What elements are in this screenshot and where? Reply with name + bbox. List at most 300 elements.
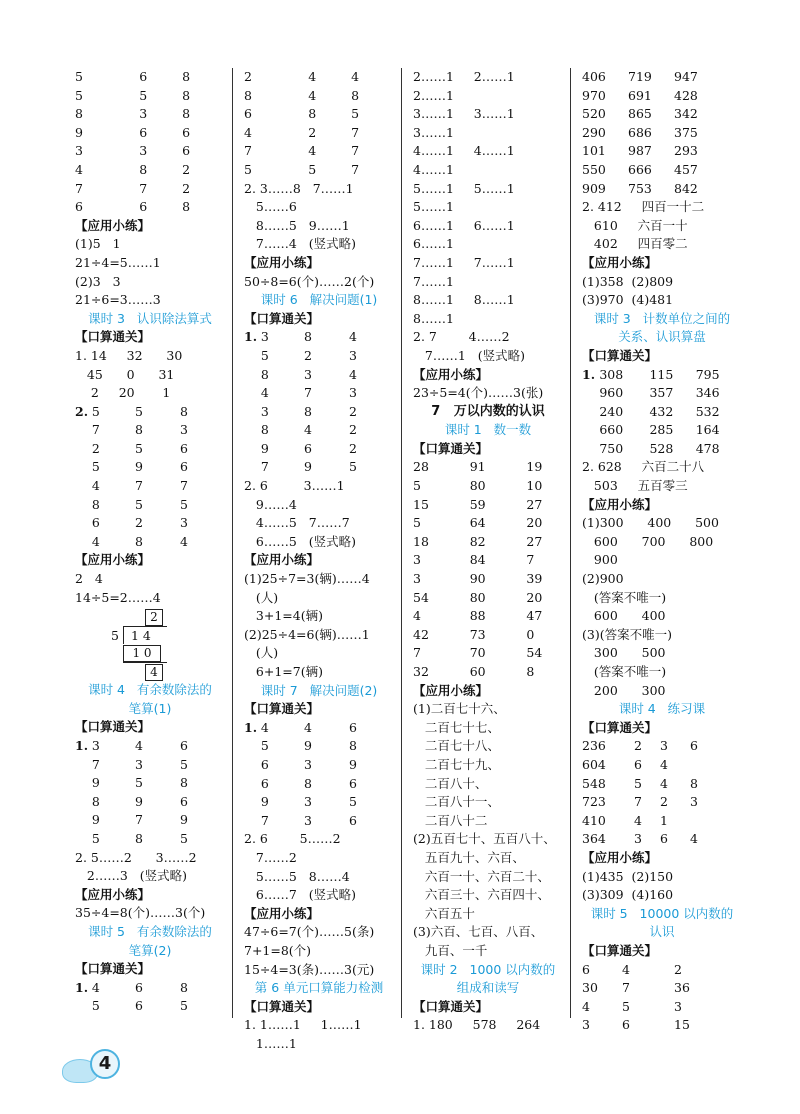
answer-line: 900: [582, 552, 618, 568]
item-number: 2.: [75, 403, 89, 419]
answer-row: [75, 180, 225, 199]
answer-line: 4……5 7……7: [244, 515, 350, 531]
answer-cell: 9: [91, 812, 100, 828]
answer-line: 21÷4=5……1: [75, 254, 161, 270]
subtraction-line: [123, 662, 167, 663]
answer-row: [413, 477, 563, 496]
item-number: 1.: [75, 738, 89, 753]
answer-line: (3)309 (4)160: [582, 887, 674, 903]
answer-cell: 346: [695, 385, 720, 401]
answer-cell: 3: [690, 794, 698, 810]
answer-cell: 719: [628, 69, 652, 84]
answer-line: 2. 6 5……2: [244, 831, 341, 847]
answer-cell: 8: [75, 106, 83, 122]
answer-row: [582, 775, 742, 794]
answer-cell: 54: [526, 645, 543, 661]
section-header: 【口算通关】: [75, 329, 151, 345]
answer-line: 5……1 5……1: [413, 180, 515, 196]
answer-row: [582, 793, 742, 812]
answer-cell: 5: [91, 403, 100, 419]
answer-cell: 32: [413, 664, 429, 679]
answer-cell: 5: [413, 515, 421, 531]
answer-cell: 8: [690, 775, 698, 791]
lesson-title: 课时 4 练习课: [618, 701, 706, 717]
answer-cell: 2: [182, 180, 191, 196]
answer-row: [75, 979, 225, 998]
answer-cell: 3: [582, 1017, 590, 1033]
answer-cell: 342: [674, 106, 698, 122]
item-number: [244, 384, 261, 403]
answer-cell: 1: [660, 812, 668, 828]
answer-row: [582, 440, 742, 459]
answer-line: 二百七十九、: [413, 756, 500, 772]
lesson-title: 认识: [649, 924, 675, 940]
answer-cell: 432: [649, 403, 674, 419]
answer-cell: 3: [91, 738, 100, 753]
item-number: [244, 793, 261, 812]
answer-line: 6……1 6……1: [413, 217, 515, 233]
answer-row: [244, 719, 394, 738]
answer-cell: 7: [351, 124, 360, 140]
answer-line: 1. 1……1 1……1: [244, 1017, 362, 1033]
answer-cell: 375: [674, 124, 698, 140]
answer-cell: 82: [469, 533, 486, 549]
answer-cell: 5: [260, 347, 269, 363]
item-number: [75, 756, 92, 775]
section-header: 【应用小练】: [413, 366, 489, 382]
answer-cell: 3: [349, 385, 357, 401]
answer-line: (3)(答案不唯一): [582, 626, 672, 642]
quotient-box: 2: [145, 609, 163, 626]
answer-cell: 8: [182, 106, 191, 122]
answer-cell: 750: [599, 440, 624, 456]
answer-cell: 3: [75, 143, 83, 159]
answer-cell: 36: [674, 980, 690, 996]
answer-line: 300 500: [582, 645, 666, 661]
answer-cell: 7: [244, 143, 252, 159]
answer-row: [413, 458, 563, 477]
answer-cell: 4: [180, 533, 188, 549]
answer-cell: 795: [695, 366, 720, 382]
answer-line: 600 700 800: [582, 533, 714, 549]
item-number: [75, 421, 92, 440]
answer-cell: 2: [135, 515, 143, 531]
answer-cell: 8: [349, 738, 357, 754]
answer-cell: 960: [599, 385, 624, 401]
answer-line: 5……5 8……4: [244, 868, 350, 884]
answer-cell: 865: [628, 106, 652, 122]
answer-row: [582, 180, 742, 199]
answer-cell: 550: [582, 161, 606, 177]
answer-row: [75, 68, 225, 87]
answer-row: [75, 811, 225, 830]
answer-row: [582, 421, 742, 440]
answer-cell: 7: [135, 478, 143, 494]
answer-row: [75, 830, 225, 849]
section-header: 【口算通关】: [244, 998, 320, 1014]
answer-cell: 2: [349, 403, 357, 419]
answer-cell: 4: [582, 998, 590, 1014]
answer-cell: 18: [413, 533, 429, 549]
answer-cell: 3: [260, 329, 269, 345]
lesson-title: 课时 6 解决问题(1): [260, 292, 378, 308]
item-number: [75, 440, 92, 459]
answer-cell: 6: [139, 199, 148, 215]
answer-cell: 27: [526, 496, 543, 512]
answer-cell: 9: [260, 794, 269, 810]
answer-cell: 686: [628, 124, 652, 140]
item-number: [582, 403, 599, 422]
answer-cell: 5: [91, 998, 100, 1014]
answer-cell: 8: [182, 69, 191, 84]
answer-line: 7……1 (竖式略): [413, 347, 525, 363]
item-number: 1.: [244, 329, 258, 345]
answer-cell: 60: [469, 664, 486, 679]
answer-cell: 3: [304, 366, 312, 382]
answer-cell: 5: [349, 794, 357, 810]
answer-cell: 115: [649, 366, 674, 382]
answer-cell: 3: [634, 831, 642, 847]
item-number: 1.: [582, 366, 596, 382]
answer-cell: 6: [135, 998, 143, 1014]
answer-cell: 6: [622, 1017, 630, 1033]
answer-cell: 5: [135, 403, 143, 419]
answer-cell: 3: [135, 756, 143, 772]
answer-line: (答案不唯一): [582, 664, 667, 679]
answer-cell: 7: [135, 812, 143, 828]
answer-cell: 6: [180, 440, 188, 456]
answer-cell: 3: [660, 738, 668, 754]
answer-line: (2)25÷4=6(辆)……1: [244, 626, 370, 642]
answer-row: [244, 68, 394, 87]
answer-cell: 5: [308, 161, 317, 177]
answer-cell: 6: [244, 106, 252, 122]
answer-line: 23÷5=4(个)……3(张): [413, 385, 544, 401]
answer-cell: 9: [304, 459, 312, 475]
answer-cell: 6: [634, 756, 642, 772]
answer-cell: 5: [135, 496, 143, 512]
answer-cell: 7: [139, 180, 148, 196]
answer-cell: 8: [135, 533, 143, 549]
answer-line: 200 300: [582, 682, 666, 698]
answer-cell: 3: [304, 812, 312, 828]
answer-line: 4……1 4……1: [413, 143, 515, 159]
answer-line: 5……1: [413, 199, 454, 215]
answer-cell: 19: [526, 459, 543, 475]
answer-line: 5……6: [244, 199, 297, 215]
answer-cell: 8: [308, 106, 317, 122]
item-number: [244, 403, 261, 422]
answer-row: [75, 496, 225, 515]
answer-line: 1……1: [244, 1035, 297, 1051]
answer-cell: 9: [349, 756, 357, 772]
answer-cell: 2: [674, 961, 682, 977]
answer-cell: 5: [75, 87, 83, 103]
answer-cell: 73: [469, 626, 486, 642]
section-header: 【口算通关】: [75, 961, 151, 977]
answer-line: 4……1: [413, 161, 454, 177]
answer-cell: 7: [634, 794, 642, 810]
lesson-title: 课时 1 数一数: [444, 422, 532, 438]
answer-line: 45 0 31: [75, 366, 175, 382]
lesson-title: 笔算(2): [128, 942, 172, 958]
answer-line: 六百五十: [413, 905, 475, 921]
answer-cell: 8: [351, 87, 360, 103]
answer-cell: 6: [582, 961, 590, 977]
answer-cell: 7: [351, 161, 360, 177]
answer-row: [244, 87, 394, 106]
answer-row: [582, 87, 742, 106]
answer-line: 7+1=8(个): [244, 942, 312, 958]
answer-cell: 4: [91, 478, 100, 494]
answer-row: [244, 328, 394, 347]
section-header: 【应用小练】: [582, 849, 658, 865]
answer-cell: 4: [75, 161, 83, 177]
item-number: [75, 533, 92, 552]
item-number: [75, 514, 92, 533]
answer-cell: 6: [182, 124, 191, 140]
answer-cell: 4: [690, 831, 698, 847]
answer-row: [244, 775, 394, 794]
unit-title: 7 万以内数的认识: [431, 403, 545, 419]
answer-line: 7……4 (竖式略): [244, 236, 356, 252]
answer-row: [582, 384, 742, 403]
answer-cell: 15: [674, 1017, 690, 1033]
item-number: [75, 458, 92, 477]
answer-cell: 4: [135, 738, 143, 753]
answer-row: [75, 87, 225, 106]
answer-row: [244, 384, 394, 403]
answer-line: 二百七十八、: [413, 738, 500, 754]
answer-line: (3)六百、七百、八百、: [413, 924, 544, 940]
answer-cell: 70: [469, 645, 486, 661]
answer-row: [413, 607, 563, 626]
answer-line: 600 400: [582, 608, 666, 624]
answer-cell: 4: [244, 124, 252, 140]
answer-cell: 970: [582, 87, 606, 103]
answer-cell: 20: [526, 515, 543, 531]
answer-cell: 3: [180, 422, 188, 438]
item-number: [244, 775, 261, 794]
answer-line: 2……3 (竖式略): [75, 868, 187, 884]
answer-cell: 520: [582, 106, 606, 122]
answer-row: [75, 198, 225, 217]
answer-line: (1)二百七十六、: [413, 701, 506, 717]
answer-cell: 5: [180, 496, 188, 512]
answer-line: 二百八十一、: [413, 794, 500, 810]
answer-row: [582, 124, 742, 143]
section-header: 【应用小练】: [244, 254, 320, 270]
section-header: 【口算通关】: [244, 701, 320, 717]
answer-cell: 6: [260, 756, 269, 772]
answer-cell: 7: [304, 385, 312, 401]
answer-row: [75, 756, 225, 775]
item-number: [582, 421, 599, 440]
item-number: [75, 496, 92, 515]
item-number: [244, 421, 261, 440]
answer-line: 1. 180 578 264: [413, 1017, 541, 1033]
answer-row: [244, 812, 394, 831]
answer-line: 2. 412 四百一十二: [582, 199, 705, 215]
answer-row: [413, 551, 563, 570]
answer-row: [582, 161, 742, 180]
answer-cell: 6: [182, 143, 191, 159]
answer-cell: 8: [180, 403, 188, 419]
answer-cell: 2: [349, 440, 357, 456]
answer-row: [582, 403, 742, 422]
answer-line: (人): [244, 589, 279, 605]
answer-cell: 6: [75, 199, 83, 215]
answer-row: [75, 403, 225, 422]
answer-row: [75, 737, 225, 756]
answer-line: 6……5 (竖式略): [244, 533, 356, 549]
answer-cell: 88: [469, 608, 486, 624]
answer-row: [413, 663, 563, 682]
answer-cell: 4: [660, 775, 668, 791]
answer-cell: 666: [628, 161, 652, 177]
lesson-title: 组成和读写: [456, 980, 520, 996]
answer-cell: 8: [260, 366, 269, 382]
answer-cell: 4: [260, 719, 269, 735]
answer-cell: 308: [599, 366, 624, 382]
answer-row: [582, 812, 742, 831]
item-number: [244, 347, 261, 366]
lesson-title: 课时 3 认识除法算式: [88, 310, 212, 326]
answer-line: 2. 3……8 7……1: [244, 180, 354, 196]
answer-cell: 2: [244, 69, 252, 84]
answer-line: 6+1=7(辆): [244, 664, 323, 679]
answer-cell: 2: [634, 738, 642, 754]
answer-line: (1)435 (2)150: [582, 868, 674, 884]
answer-cell: 64: [469, 515, 486, 531]
answer-cell: 7: [91, 422, 100, 438]
answer-cell: 7: [351, 143, 360, 159]
answer-cell: 8: [182, 199, 191, 215]
answer-cell: 6: [349, 775, 357, 791]
answer-cell: 20: [526, 589, 543, 605]
answer-line: 15÷4=3(条)……3(元): [244, 961, 375, 977]
answer-row: [75, 514, 225, 533]
answer-cell: 478: [695, 440, 720, 456]
answer-cell: 7: [180, 478, 188, 494]
answer-cell: 548: [582, 775, 606, 791]
answer-cell: 5: [634, 775, 642, 791]
answer-line: (2)3 3: [75, 273, 121, 289]
answer-cell: 5: [244, 161, 252, 177]
answer-cell: 2: [349, 422, 357, 438]
item-number: [244, 756, 261, 775]
answer-cell: 987: [628, 143, 652, 159]
column-2: [244, 68, 394, 1051]
answer-row: [582, 105, 742, 124]
answer-cell: 457: [674, 161, 698, 177]
product-box: 1 0: [123, 645, 161, 662]
answer-cell: 6: [139, 124, 148, 140]
section-header: 【应用小练】: [582, 254, 658, 270]
answer-cell: 285: [649, 422, 674, 438]
answer-cell: 7: [260, 459, 269, 475]
answer-cell: 7: [91, 756, 100, 772]
answer-row: [75, 105, 225, 124]
lesson-title: 笔算(1): [128, 700, 172, 716]
answer-cell: 4: [349, 329, 357, 345]
answer-cell: 6: [260, 775, 269, 791]
lesson-title: 课时 5 10000 以内数的: [590, 905, 734, 921]
answer-cell: 9: [260, 440, 269, 456]
answer-cell: 5: [180, 998, 188, 1014]
lesson-title: 课时 7 解决问题(2): [260, 682, 378, 698]
answer-cell: 8: [135, 830, 143, 846]
answer-line: 六百一十、六百二十、: [413, 868, 550, 884]
answer-cell: 8: [304, 329, 312, 345]
answer-cell: 47: [526, 608, 543, 624]
answer-cell: 2: [660, 794, 668, 810]
answer-cell: 0: [526, 626, 535, 642]
answer-cell: 90: [469, 571, 486, 587]
section-header: 【应用小练】: [244, 552, 320, 568]
answer-row: [244, 793, 394, 812]
page-number: 4: [90, 1049, 120, 1079]
answer-row: [75, 421, 225, 440]
divisor: 5: [111, 628, 119, 644]
answer-cell: 15: [413, 496, 429, 512]
answer-row: [75, 458, 225, 477]
answer-cell: 4: [308, 143, 317, 159]
answer-line: 2……1 2……1: [413, 69, 515, 84]
answer-line: 47÷6=7(个)……5(条): [244, 924, 375, 940]
answer-line: 2 20 1: [75, 385, 171, 401]
answer-line: (1)358 (2)809: [582, 273, 674, 289]
answer-line: 二百八十二: [413, 812, 488, 828]
answer-cell: 5: [349, 459, 357, 475]
answer-cell: 5: [91, 459, 100, 475]
column-1: [75, 68, 225, 1018]
answer-line: 3……1 3……1: [413, 106, 515, 122]
answer-cell: 7: [260, 812, 269, 828]
remainder-box: 4: [145, 664, 163, 681]
answer-cell: 28: [413, 459, 429, 475]
answer-line: (1)300 400 500: [582, 515, 719, 531]
answer-line: 2 4: [75, 571, 103, 587]
answer-cell: 9: [135, 459, 143, 475]
answer-line: 二百八十、: [413, 775, 488, 791]
answer-row: [244, 366, 394, 385]
answer-cell: 5: [351, 106, 360, 122]
item-number: [75, 830, 92, 849]
answer-cell: 91: [469, 459, 486, 475]
answer-cell: 2: [182, 161, 191, 177]
answer-cell: 8: [135, 422, 143, 438]
answer-cell: 240: [599, 403, 624, 419]
answer-cell: 8: [180, 979, 188, 995]
answer-cell: 27: [526, 533, 543, 549]
answer-row: [582, 998, 742, 1017]
answer-row: [75, 774, 225, 793]
section-header: 【口算通关】: [413, 440, 489, 456]
answer-cell: 8: [182, 87, 191, 103]
item-number: [244, 737, 261, 756]
section-header: 【口算通关】: [582, 719, 658, 735]
answer-cell: 101: [582, 143, 606, 159]
answer-row: [75, 124, 225, 143]
answer-line: 8……1: [413, 310, 454, 326]
answer-cell: 3: [413, 552, 421, 568]
answer-line: 35÷4=8(个)……3(个): [75, 905, 206, 921]
answer-line: (人): [244, 645, 279, 661]
division-bracket: [123, 626, 124, 644]
answer-cell: 4: [308, 69, 317, 84]
answer-line: 2. 628 六百二十八: [582, 459, 705, 475]
